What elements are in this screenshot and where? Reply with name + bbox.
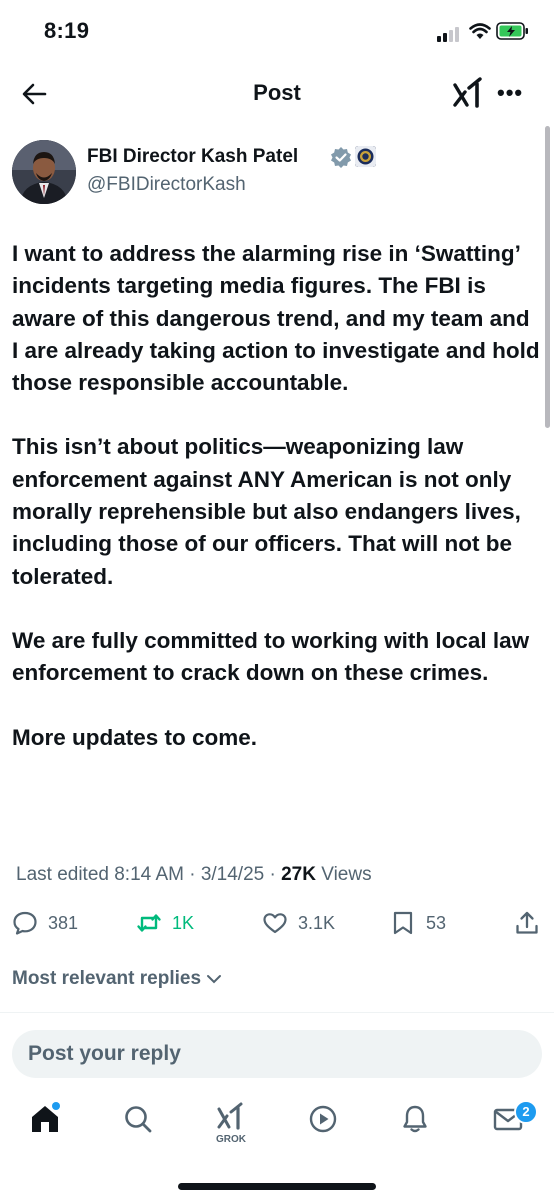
grok-tab-label: GROK	[216, 1134, 246, 1145]
replies-sort-dropdown[interactable]	[12, 968, 222, 990]
heart-icon	[262, 910, 288, 936]
views-count: 27K	[281, 864, 316, 885]
home-indicator[interactable]	[178, 1183, 376, 1190]
like-count: 3.1K	[298, 912, 336, 933]
bookmark-icon	[390, 910, 416, 936]
bookmark-button[interactable]	[390, 908, 446, 938]
reply-count: 381	[48, 912, 79, 933]
notifications-bell-icon[interactable]	[398, 1102, 432, 1136]
search-icon[interactable]	[121, 1102, 155, 1136]
repost-button[interactable]	[136, 908, 194, 938]
divider	[0, 1012, 554, 1013]
fbi-seal-icon[interactable]	[355, 146, 376, 167]
wifi-icon	[469, 22, 491, 40]
home-notification-dot	[52, 1102, 60, 1110]
post-paragraph: I want to address the alarming rise in ‘Swatting’ incidents targeting media figures. The FBI is aware of this dangerous trend, and my team and I are already taking action to investigate and hold those responsible accountable.	[12, 241, 540, 396]
messages-badge: 2	[514, 1100, 538, 1124]
scrollbar[interactable]	[545, 126, 550, 428]
grok-icon[interactable]	[451, 76, 485, 110]
video-play-icon[interactable]	[306, 1102, 340, 1136]
share-icon[interactable]	[514, 910, 540, 936]
more-options-icon[interactable]: •••	[497, 80, 524, 105]
repost-icon	[136, 910, 162, 936]
chevron-down-icon	[206, 973, 222, 985]
post-meta	[16, 864, 372, 886]
status-time: 8:19	[44, 18, 90, 43]
edited-timestamp[interactable]: Last edited 8:14 AM · 3/14/25 ·	[16, 864, 282, 885]
cellular-signal-icon	[437, 24, 463, 42]
repost-count: 1K	[172, 912, 195, 933]
page-title: Post	[253, 80, 301, 105]
reply-placeholder: Post your reply	[28, 1042, 181, 1065]
post-paragraph: This isn’t about politics—weaponizing law enforcement against ANY American is not only morally reprehensible but also endangers lives, including those of our officers. That will not be tolerated.	[12, 434, 521, 589]
avatar[interactable]	[12, 140, 76, 204]
author-name[interactable]: FBI Director Kash Patel	[87, 146, 299, 167]
post-paragraph: More updates to come.	[12, 724, 258, 750]
bookmark-count: 53	[426, 912, 447, 933]
post-text	[12, 238, 542, 786]
like-button[interactable]	[262, 908, 335, 938]
reply-icon	[12, 910, 38, 936]
reply-button[interactable]	[12, 908, 78, 938]
views-label: Views	[315, 864, 372, 885]
replies-sort-label: Most relevant replies	[12, 968, 202, 989]
post-paragraph: We are fully committed to working with local law enforcement to crack down on these crimes.	[12, 627, 530, 686]
author-handle[interactable]: @FBIDirectorKash	[87, 174, 246, 195]
verified-badge-icon	[330, 146, 352, 168]
battery-charging-icon	[496, 20, 530, 42]
grok-tab-icon[interactable]	[214, 1100, 248, 1134]
